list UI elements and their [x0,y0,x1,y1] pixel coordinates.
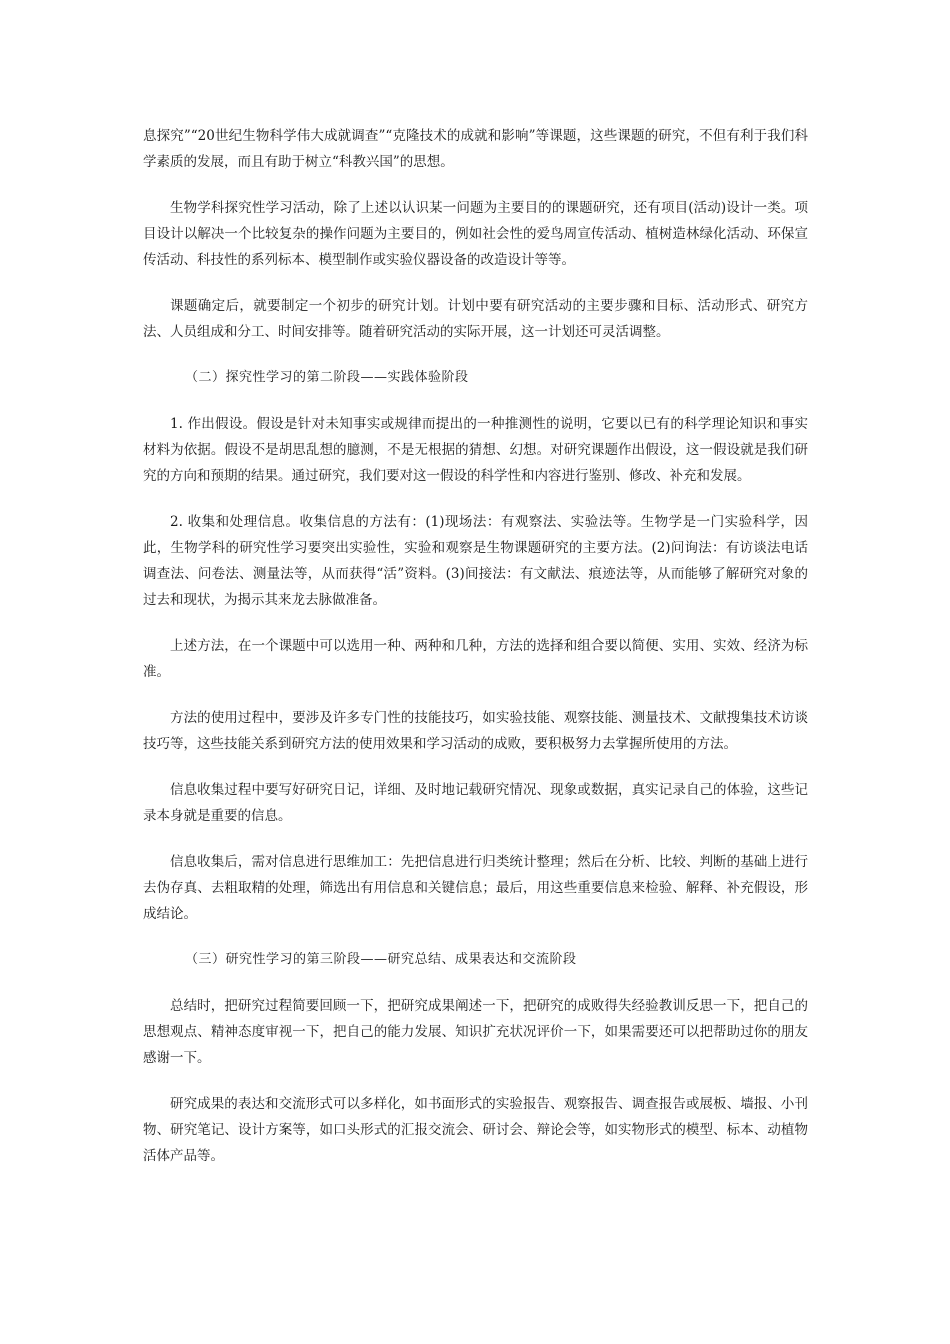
paragraph-hypothesis: 1. 作出假设。假设是针对未知事实或规律而提出的一种推测性的说明，它要以已有的科学理论知识和事实材料为依据。假设不是胡思乱想的臆测，不是无根据的猜想、幻想。对研究课题作出假设，这一假设就是我们研究的方向和预期的结果。通过研究，我们要对这一假设的科学性和内容进行鉴别、修改、补充和发展。 [143,416,808,484]
paragraph-project-design: 生物学科探究性学习活动，除了上述以认识某一问题为主要目的的课题研究，还有项目(活动)设计一类。项目设计以解决一个比较复杂的操作问题为主要目的，例如社会性的爱鸟周宣传活动、植树造林绿化活动、环保宣传活动、科技性的系列标本、模型制作或实验仪器设备的改造设计等等。 [143,200,808,268]
paragraph-summary: 总结时，把研究过程简要回顾一下，把研究成果阐述一下，把研究的成败得失经验教训反思一下，把自己的思想观点、精神态度审视一下，把自己的能力发展、知识扩充状况评价一下，如果需要还可以把帮助过你的朋友感谢一下。 [143,998,808,1066]
section-heading-stage-two: （二）探究性学习的第二阶段——实践体验阶段 [185,370,469,385]
paragraph-research-topics-continued: 息探究”“20世纪生物科学伟大成就调查”“克隆技术的成就和影响”等课题，这些课题的研究，不但有利于我们科学素质的发展，而且有助于树立“科教兴国”的思想。 [143,128,808,170]
paragraph-method-skills: 方法的使用过程中，要涉及许多专门性的技能技巧，如实验技能、观察技能、测量技术、文献搜集技术访谈技巧等，这些技能关系到研究方法的使用效果和学习活动的成败，要积极努力去掌握所使用的方法。 [143,710,808,752]
paragraph-method-selection: 上述方法，在一个课题中可以选用一种、两种和几种，方法的选择和组合要以简便、实用、实效、经济为标准。 [143,638,808,680]
paragraph-information-processing: 信息收集后，需对信息进行思维加工：先把信息进行归类统计整理；然后在分析、比较、判断的基础上进行去伪存真、去粗取精的处理，筛选出有用信息和关键信息；最后，用这些重要信息来检验、解释、补充假设，形成结论。 [143,854,808,922]
paragraph-research-plan: 课题确定后，就要制定一个初步的研究计划。计划中要有研究活动的主要步骤和目标、活动形式、研究方法、人员组成和分工、时间安排等。随着研究活动的实际开展，这一计划还可灵活调整。 [143,298,808,340]
document-body [143,123,808,1189]
paragraph-research-diary: 信息收集过程中要写好研究日记，详细、及时地记载研究情况、现象或数据，真实记录自己的体验，这些记录本身就是重要的信息。 [143,782,808,824]
section-heading-stage-three: （三）研究性学习的第三阶段——研究总结、成果表达和交流阶段 [185,952,577,967]
paragraph-collect-information: 2. 收集和处理信息。收集信息的方法有：(1)现场法：有观察法、实验法等。生物学是一门实验科学，因此，生物学科的研究性学习要突出实验性，实验和观察是生物课题研究的主要方法。(2)问询法：有访谈法电话调查法、问卷法、测量法等，从而获得“活”资料。(3)间接法：有文献法、痕迹法等，从而能够了解研究对象的过去和现状，为揭示其来龙去脉做准备。 [143,514,808,608]
paragraph-results-exchange: 研究成果的表达和交流形式可以多样化，如书面形式的实验报告、观察报告、调查报告或展板、墙报、小刊物、研究笔记、设计方案等，如口头形式的汇报交流会、研讨会、辩论会等，如实物形式的模型、标本、动植物活体产品等。 [143,1096,808,1164]
